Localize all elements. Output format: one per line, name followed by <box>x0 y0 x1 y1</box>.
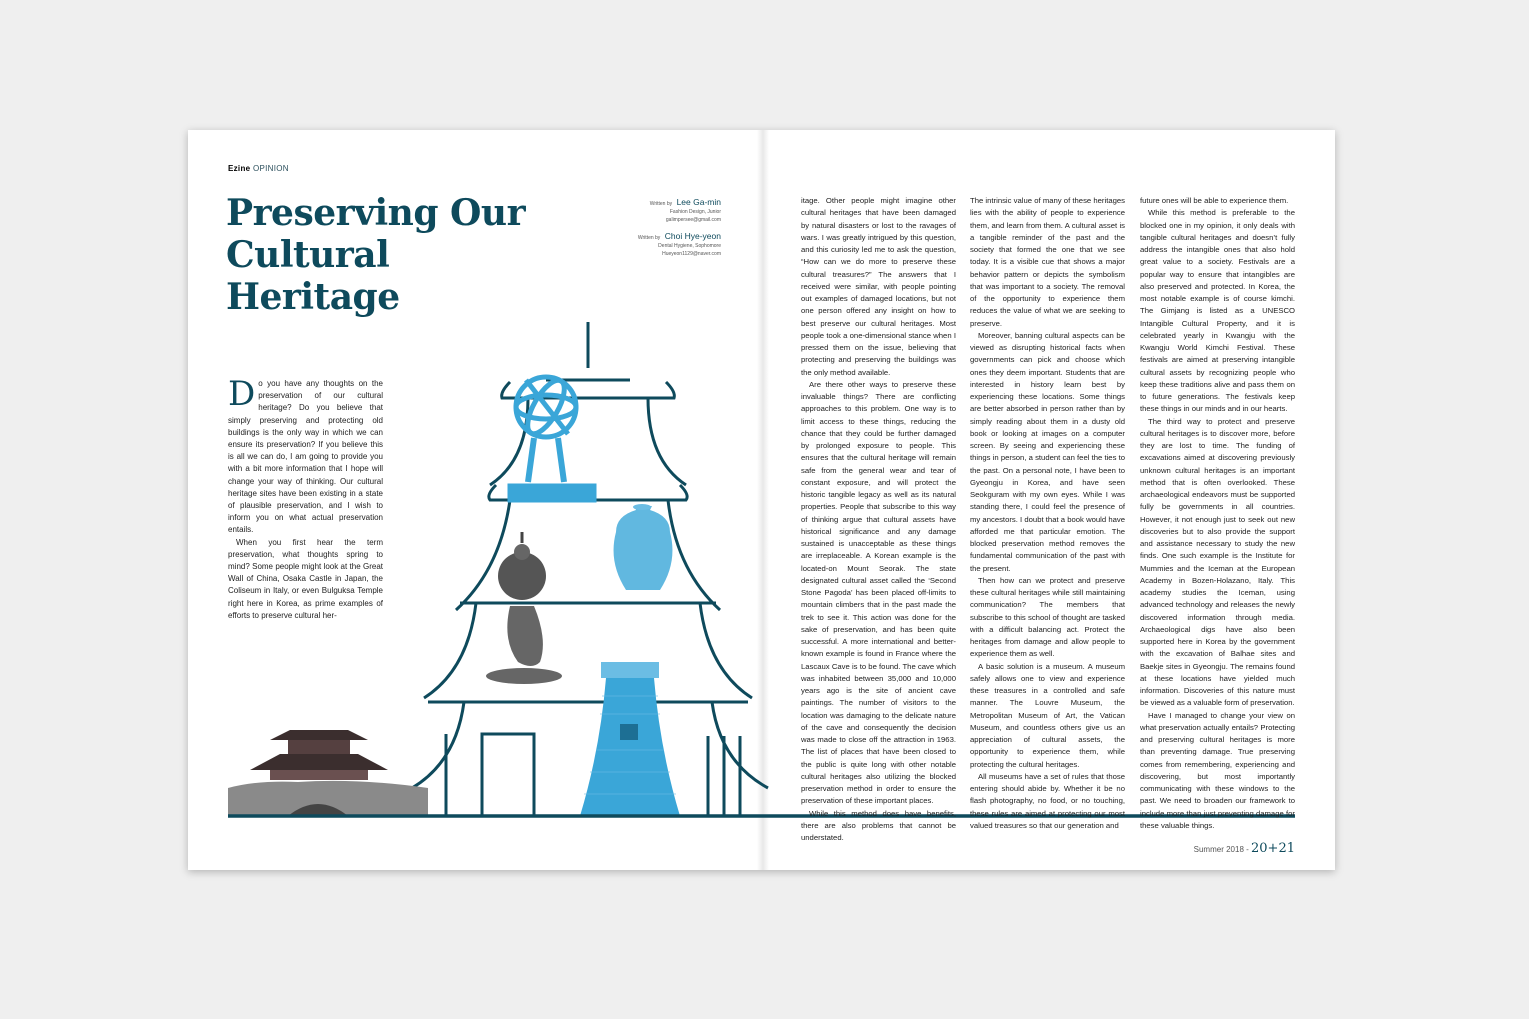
intro-paragraph-1: o you have any thoughts on the preservation of our cultural heritage? Do you believe that simply preserving and protecting old buildings is the only way in which we can ensure its preservation? If you believe this is all we can do, I am going to provide you with a bit more information that I hope will change your way of thinking. Our cultural heritage sites have been existing in a state of plausible preservation, and I wish to inform you on what actual preservation entails. <box>228 379 383 535</box>
column-2-paragraph-2: Moreover, banning cultural aspects can be viewed as disrupting historical facts when governments can pick and choose which ones they deem important. Students that are interested in history learn best by experiencing these locations. Some things are better absorbed in person rather than by simply reading about them in a dusty old book or looking at images on a computer screen. By seeing and experiencing these things in person, a student can feel the ties to the past. On a personal note, I have been to Gyeongju in Korea, and have seen Seokguram with my own eyes. While I was standing there, I could feel the presence of my ancestors. I doubt that a book would have afforded me that particular emotion. The blocked preservation method removes the fundamental communication of the past with the present. <box>970 330 1125 573</box>
issue-label: Summer 2018 - <box>1193 845 1249 854</box>
column-3-paragraph-4: Have I managed to change your view on what preservation actually entails? Protecting and preserving cultural heritages is more than preventing damage. True preserving comes from remembering, experiencing and discovering, but most importantly communicating with these windows to the past. We need to broaden our framework to include more than just preventing damage for these valuable things. <box>1140 710 1295 830</box>
author-2: Written by Choi Hye-yeon Dental Hygiene, Sophomore Hueyeon1129@naver.com <box>637 231 721 257</box>
column-2-paragraph-4: A basic solution is a museum. A museum safely allows one to view and experience these treasures in a controlled and safe manner. The Louvre Museum, the Metropolitan Museum of Art, the Vatican Museum, and countless others give us an appreciation of cultural assets, the opportunity to experience them, while protecting the cultural heritages. <box>970 661 1125 769</box>
column-1-paragraph-2: Are there other ways to preserve these invaluable things? There are conflicting approaches to this problem. One way is to limit access to these things, reducing the chance that they could be further damaged by prolonged exposure to people. This ensures that the cultural heritage will remain safe from the general wear and tear of constant exposure, and will protect the historic tangible legacy as well as its natural properties. People that subscribe to this way of thinking argue that cultural assets have historical significance and any damage sustained is unacceptable as these things are irreplaceable. A Korean example is the located-on Mount Seorak. The state designated cultural asset called the ‘Second Stone Pagoda’ has been placed off-limits to mountain climbers that in the past made the trek to see it. This action was done for the sake of preservation, and has been quite successful. A more international and better-known example is found in France where the Lascaux Cave is to be found. The cave which was inhabited between 35,000 and 10,000 years ago is the site of ancient cave paintings. The number of visitors to the location was damaging to the delicate nature of the cave and consequently the decision was made to close off the attraction in 1963. The list of places that have been closed to the public is quite long with other notable cultural heritages also utilizing the blocked preservation method in order to ensure the preservation of these important places. <box>801 379 956 806</box>
column-3-paragraph-3: The third way to protect and preserve cultural heritages is to discover more, before they are lost to time. The funding of excavations aimed at discovering previously unknown cultural heritages is an important method that is often overlooked. These archaeological endeavors must be supported fully be governments in all countries. However, it not enough just to seek out new discoveries but to also provide the support and assistance necessary to study the new finds. One such example is the Institute for Mummies and the Iceman at the European Academy in Bozen-Holazano, Italy. This academy studies the Iceman, using advanced technology and releases the newly discovered information through media. Archaeological digs have also been supported here in Korea by the government with the excavation of Balhae sites and Baekje sites in Gyeongju. The remains found at these locations have yielded much information. Discoveries of this nature must be viewed as a valuable form of preservation. <box>1140 416 1295 708</box>
pagoda-frame <box>412 322 768 816</box>
intro-paragraph-2: When you first hear the term preservation, what thoughts spring to mind? Some people might look at the Great Wall of China, Osaka Castle in Japan, the Coliseum in Italy, or even Bulguksa Temple right here in Korea, as prime examples of efforts to preserve cultural her- <box>228 537 383 620</box>
author-1: Written by Lee Ga-min Fashion Design, Junior galimpersee@gmail.com <box>638 197 721 224</box>
column-2-paragraph-1: The intrinsic value of many of these heritages lies with the ability of people to experience them, and learn from them. A cultural asset is a tangible reminder of the past and the society that formed the one that we see today. It is a visible cue that shows a major behavior pattern or depicts the symbolism that was important to a society. The removal of the opportunity to experience them reduces the value of what we are seeking to preserve. <box>970 196 1125 328</box>
author-2-name: Choi Hye-yeon <box>664 231 721 241</box>
title-line-2: Cultural Heritage <box>226 234 400 318</box>
body-column-3 <box>1140 195 1295 832</box>
column-2-paragraph-5: All museums have a set of rules that those entering should abide by. Whether it be no flash photography, no food, or no touching, these rules are aimed at protecting our most valued treasures so that our generation and <box>970 771 1125 830</box>
body-column-2 <box>970 195 1125 832</box>
drop-cap: D <box>228 374 256 414</box>
palace-gate-image <box>228 730 428 816</box>
celadon-vase-image <box>614 504 673 590</box>
author-1-name: Lee Ga-min <box>676 197 721 207</box>
column-1-paragraph-1: itage. Other people might imagine other cultural heritages that have been damaged by natural disasters or lost to the ravages of wars. I was greatly intrigued by this question, and this curiosity led me to ask the question, “How can we do more to preserve these cultural treasures?” The answers that I received were similar, with people pointing out examples of damaged locations, but not one person offered any insight on how to best preserve our cultural heritages. Most people took a one-dimensional stance when I pressed them on the issue, believing that protecting and preserving the buildings was the only method available. <box>801 196 956 377</box>
title-line-1: Preserving Our <box>226 192 526 234</box>
page-numbers: 20+21 <box>1251 841 1295 856</box>
author-1-dept: Fashion Design, Junior <box>669 209 721 215</box>
section-label <box>228 164 289 173</box>
cheomseongdae-tower-image <box>580 662 680 816</box>
section-name: OPINION <box>252 164 289 173</box>
incense-burner-image <box>486 532 562 684</box>
byline <box>638 197 721 265</box>
magazine-spread <box>188 130 1335 870</box>
author-2-dept: Dental Hygiene, Sophomore <box>658 243 721 249</box>
author-1-email: galimpersee@gmail.com <box>665 217 721 223</box>
brand-label: Ezine <box>228 164 251 173</box>
author-2-email: Hueyeon1129@naver.com <box>662 251 721 257</box>
body-column-1 <box>801 195 956 844</box>
column-3-paragraph-2: While this method is preferable to the blocked one in my opinion, it only deals with tangible cultural heritages and doesn’t fully address the intangible ones that also hold great value to a society. Festivals are a popular way to ensure that intangibles are also preserved and protected. In Korea, the most notable example is of course kimchi. The Gimjang is listed as a UNESCO Intangible Cultural Property, and it is celebrated yearly in Kwangju with the Kwangju World Kimchi Festival. These festivals are aimed at preserving intangible cultural assets by recognizing people who keep these traditions alive and pass them on to future generations. The festivals keep these things in our minds and in our hearts. <box>1140 208 1295 414</box>
page-footer <box>1194 841 1295 856</box>
column-3-paragraph-1: future ones will be able to experience them. <box>1140 196 1289 205</box>
page-title <box>226 192 566 318</box>
heritage-illustration <box>228 310 1298 820</box>
column-1-paragraph-3: While this method does have benefits, there are also problems that cannot be understated. <box>801 808 956 842</box>
column-2-paragraph-3: Then how can we protect and preserve these cultural heritages while still maintaining communication? The members that subscribe to this school of thought are tasked with a difficult balancing act. Protect the heritages from damage and allow people to experience them as well. <box>970 575 1125 659</box>
